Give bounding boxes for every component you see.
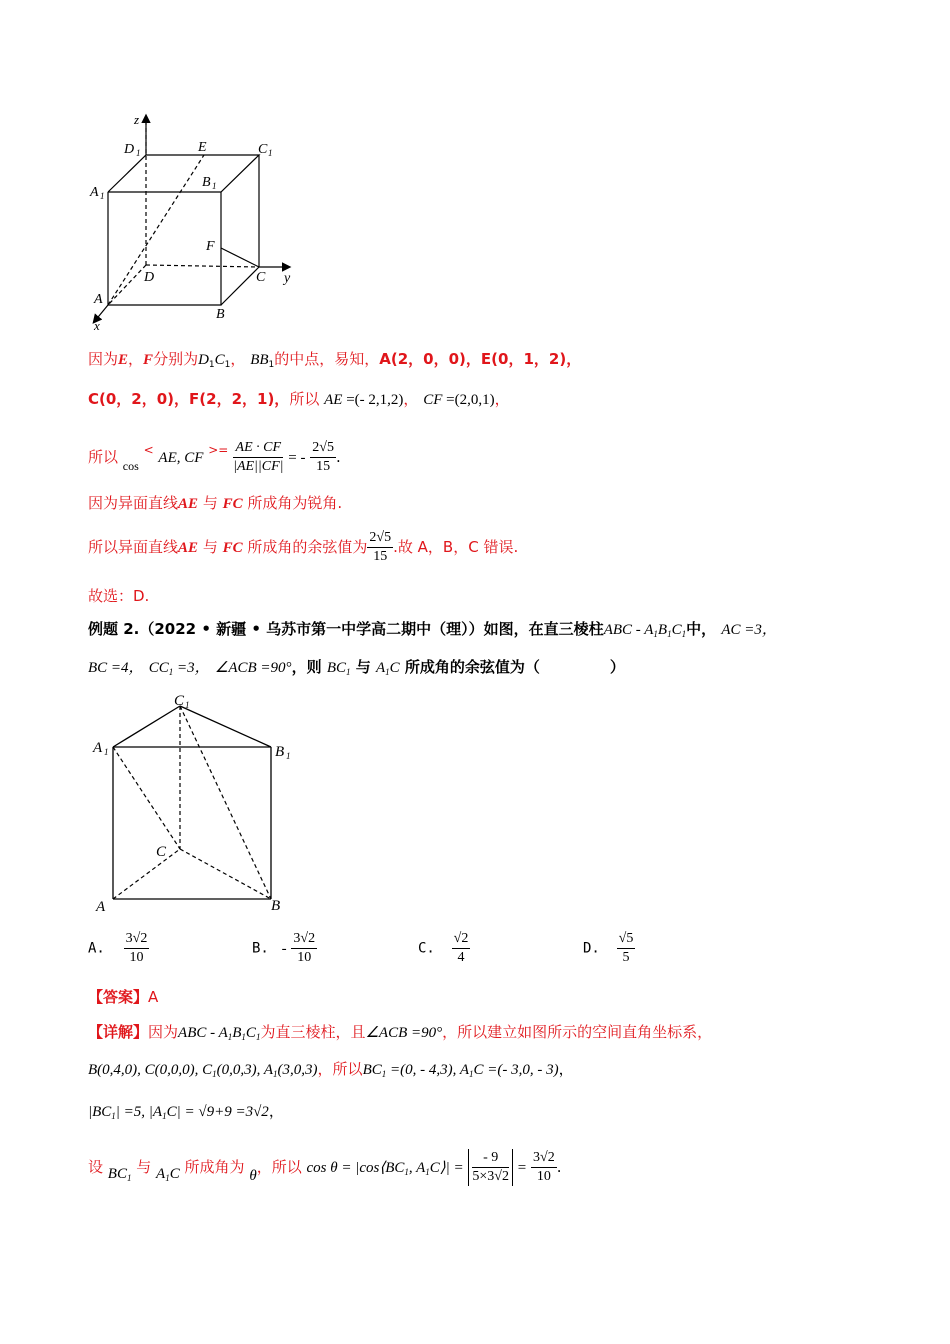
option-c[interactable] bbox=[418, 930, 470, 967]
text: 15 bbox=[316, 459, 331, 474]
text: 所成角为锐角. bbox=[247, 494, 343, 512]
text: ∠ACB =90° bbox=[214, 660, 292, 676]
text: 1 bbox=[165, 1173, 170, 1183]
text: F bbox=[143, 352, 154, 368]
detail-tag: 【详解】 bbox=[88, 1023, 149, 1041]
option-label: C. bbox=[418, 940, 435, 957]
label-B1: B bbox=[202, 175, 211, 190]
label-A: A bbox=[96, 899, 106, 915]
text: 10 bbox=[129, 950, 144, 965]
text: AE, CF bbox=[158, 450, 204, 466]
text: >= bbox=[208, 443, 229, 457]
option-label: D. bbox=[583, 940, 600, 957]
text: 1 bbox=[681, 629, 687, 639]
text: 5×3√2 bbox=[472, 1169, 509, 1184]
text: C| = √9+9 =3√2 bbox=[166, 1104, 269, 1120]
text: 1 bbox=[268, 360, 275, 370]
text: B bbox=[657, 622, 668, 638]
text: 与 bbox=[136, 1158, 152, 1176]
label-D1: D bbox=[124, 142, 135, 157]
text: 1 bbox=[468, 1069, 474, 1079]
label-z: z bbox=[134, 112, 140, 127]
text: CF bbox=[423, 392, 443, 408]
text: 与 bbox=[202, 494, 218, 512]
text: 所以异面直线 bbox=[88, 538, 179, 556]
label-C: C bbox=[256, 270, 266, 285]
option-b[interactable] bbox=[252, 930, 317, 967]
option-label: B. bbox=[252, 940, 269, 957]
text: ，所以 bbox=[256, 1158, 302, 1176]
label-D: D bbox=[144, 270, 155, 285]
text: 15 bbox=[373, 549, 388, 564]
text: 1 bbox=[404, 1167, 409, 1177]
text: 1 bbox=[345, 667, 351, 677]
text: BC bbox=[362, 1062, 382, 1078]
text: C bbox=[245, 1025, 256, 1041]
sol1-line3 bbox=[88, 430, 341, 486]
text: ， bbox=[230, 350, 246, 368]
text: cos bbox=[122, 459, 139, 473]
text: 3√2 bbox=[531, 1149, 557, 1168]
text: =(- 2,1,2) bbox=[342, 392, 404, 408]
text: 1 bbox=[241, 1032, 246, 1042]
label-F: F bbox=[206, 239, 215, 254]
text: 1 bbox=[162, 1111, 167, 1121]
label-sub: 1 bbox=[136, 148, 141, 158]
text: E(0，1，2)， bbox=[480, 350, 582, 368]
cube-figure bbox=[84, 110, 314, 335]
ex2-line2 bbox=[88, 656, 625, 683]
text: E bbox=[118, 352, 129, 368]
text: 5 bbox=[622, 950, 630, 965]
text: < bbox=[143, 443, 154, 457]
text: BC bbox=[326, 660, 346, 676]
text: C(0，2，0)， bbox=[88, 390, 190, 408]
text: 1 bbox=[273, 1069, 278, 1079]
text: 2√5 bbox=[367, 529, 393, 548]
label-sub: 1 bbox=[100, 191, 105, 201]
text: 1 bbox=[227, 1032, 233, 1042]
label-sub: 1 bbox=[185, 700, 190, 710]
text: ，所以建立如图所示的空间直角坐标系， bbox=[442, 1023, 713, 1041]
sol1-line1 bbox=[88, 348, 581, 376]
text: . bbox=[556, 1158, 562, 1176]
text: √5 bbox=[617, 930, 636, 949]
text: 1 bbox=[667, 629, 672, 639]
text: . bbox=[335, 448, 341, 466]
text: ∠ACB =90° bbox=[365, 1025, 443, 1041]
text: = - bbox=[288, 450, 306, 466]
text: =3， bbox=[173, 660, 210, 676]
option-label: A. bbox=[88, 940, 105, 957]
text: 与 bbox=[355, 658, 371, 676]
text: |AE||CF| bbox=[233, 459, 284, 474]
text: 3√2 bbox=[124, 930, 150, 949]
text: F(2，2，1)， bbox=[189, 390, 290, 408]
text: 分别为 bbox=[153, 350, 199, 368]
text: 1 bbox=[425, 1167, 430, 1177]
text: 例题 2.（2022 • 新疆 • 乌苏市第一中学高二期中（理））如图，在直三棱柱 bbox=[88, 620, 604, 638]
text: 1 bbox=[653, 629, 658, 639]
text: cos θ = |cos⟨BC bbox=[306, 1160, 405, 1176]
text: ， bbox=[403, 390, 419, 408]
text: - 9 bbox=[472, 1149, 509, 1168]
text: 为直三棱柱，且 bbox=[260, 1023, 366, 1041]
text: 1 bbox=[126, 1173, 132, 1183]
text: ABC - A bbox=[178, 1025, 228, 1041]
text: C⟩| = bbox=[429, 1160, 464, 1176]
text: 中， bbox=[686, 620, 717, 638]
text: B bbox=[232, 1025, 242, 1041]
text: A(2，0，0)， bbox=[379, 350, 481, 368]
text: 的中点，易知， bbox=[274, 350, 380, 368]
option-d[interactable] bbox=[583, 930, 635, 967]
detail-line1 bbox=[88, 1021, 712, 1048]
detail-line2 bbox=[88, 1058, 574, 1085]
label-C1: C bbox=[174, 693, 185, 709]
text: θ bbox=[249, 1168, 257, 1184]
text: , A bbox=[408, 1160, 426, 1176]
text: 所成角为 bbox=[184, 1158, 245, 1176]
label-A: A bbox=[94, 292, 103, 307]
text: C bbox=[671, 622, 682, 638]
label-B: B bbox=[271, 898, 281, 914]
text: AE bbox=[178, 540, 199, 556]
text: ABC - A bbox=[603, 622, 654, 638]
text: 10 bbox=[536, 1169, 551, 1184]
text: √2 bbox=[452, 930, 471, 949]
text: BB bbox=[250, 352, 269, 368]
label-C: C bbox=[156, 844, 167, 860]
text: ， bbox=[268, 1102, 284, 1120]
text: 1 bbox=[111, 1111, 116, 1121]
text: 所以 bbox=[289, 390, 320, 408]
sol1-line2 bbox=[88, 388, 510, 411]
text: (3,0,3) bbox=[277, 1062, 318, 1078]
text: ） bbox=[609, 658, 625, 676]
answer-tag: 【答案】 bbox=[88, 988, 149, 1006]
label-B: B bbox=[216, 307, 225, 322]
text: 1 bbox=[255, 1032, 261, 1042]
text: A bbox=[156, 1166, 166, 1182]
text: 1 bbox=[224, 360, 231, 370]
label-sub: 1 bbox=[268, 148, 273, 158]
text: ， bbox=[494, 390, 510, 408]
label-A1: A bbox=[93, 740, 103, 756]
sol1-line4 bbox=[88, 492, 342, 515]
text: 1 bbox=[208, 360, 215, 370]
text: AE bbox=[324, 392, 343, 408]
text: BC =4， bbox=[88, 660, 144, 676]
text: D bbox=[198, 352, 209, 368]
label-E: E bbox=[198, 140, 207, 155]
option-a[interactable] bbox=[88, 930, 149, 967]
text: 2√5 bbox=[310, 439, 336, 458]
text: 因为 bbox=[88, 350, 119, 368]
text: 因为 bbox=[148, 1023, 179, 1041]
text: = bbox=[517, 1160, 527, 1176]
label-sub: 1 bbox=[104, 747, 109, 757]
text: 所成角的余弦值为（ bbox=[404, 658, 540, 676]
text: AE bbox=[178, 496, 199, 512]
text: C bbox=[214, 352, 225, 368]
text: ，所以 bbox=[317, 1060, 363, 1078]
text: 4 bbox=[457, 950, 465, 965]
text: C =(- 3,0, - 3) bbox=[473, 1062, 559, 1078]
text: AC =3， bbox=[721, 622, 777, 638]
text: B(0,4,0), C(0,0,0), C bbox=[88, 1062, 213, 1078]
detail-line3 bbox=[88, 1100, 284, 1127]
text: |BC bbox=[88, 1104, 112, 1120]
text: .故 A，B，C 错误. bbox=[393, 538, 519, 556]
ex2-title bbox=[88, 618, 777, 645]
text: =(0, - 4,3), A bbox=[386, 1062, 469, 1078]
text: 因为异面直线 bbox=[88, 494, 179, 512]
label-A1: A bbox=[90, 185, 99, 200]
text: ， bbox=[128, 350, 144, 368]
text: FC bbox=[222, 496, 243, 512]
sol1-line6 bbox=[88, 585, 149, 607]
label-C1: C bbox=[258, 142, 268, 157]
text: - bbox=[281, 940, 287, 957]
text: | =5, |A bbox=[115, 1104, 163, 1120]
label-y: y bbox=[284, 271, 291, 286]
text: 故选：D. bbox=[88, 587, 150, 605]
label-B1: B bbox=[275, 744, 285, 760]
label-sub: 1 bbox=[286, 751, 291, 761]
text: C bbox=[389, 660, 400, 676]
text: 10 bbox=[297, 950, 312, 965]
text: CC bbox=[148, 660, 169, 676]
text: ， bbox=[558, 1060, 574, 1078]
detail-line4 bbox=[88, 1145, 562, 1200]
text: 所成角的余弦值为 bbox=[247, 538, 368, 556]
text: 与 bbox=[202, 538, 218, 556]
text: 1 bbox=[381, 1069, 387, 1079]
text: 1 bbox=[212, 1069, 217, 1079]
text: 1 bbox=[385, 667, 390, 677]
answer-line bbox=[88, 986, 158, 1008]
text: AE · CF bbox=[233, 439, 283, 458]
text: C bbox=[169, 1166, 180, 1182]
text: A bbox=[375, 660, 386, 676]
sol1-line5 bbox=[88, 527, 518, 568]
text: 1 bbox=[168, 667, 174, 677]
label-x: x bbox=[94, 318, 100, 333]
answer-value: A bbox=[148, 988, 159, 1006]
text: 设 bbox=[88, 1158, 104, 1176]
text: =(2,0,1) bbox=[442, 392, 495, 408]
text: ，则 bbox=[291, 658, 322, 676]
text: (0,0,3), A bbox=[216, 1062, 274, 1078]
prism-figure bbox=[90, 686, 300, 916]
text: BC bbox=[107, 1166, 127, 1182]
text: 3√2 bbox=[291, 930, 317, 949]
text: FC bbox=[222, 540, 243, 556]
text: 所以 bbox=[88, 448, 119, 466]
label-sub: 1 bbox=[212, 181, 217, 191]
